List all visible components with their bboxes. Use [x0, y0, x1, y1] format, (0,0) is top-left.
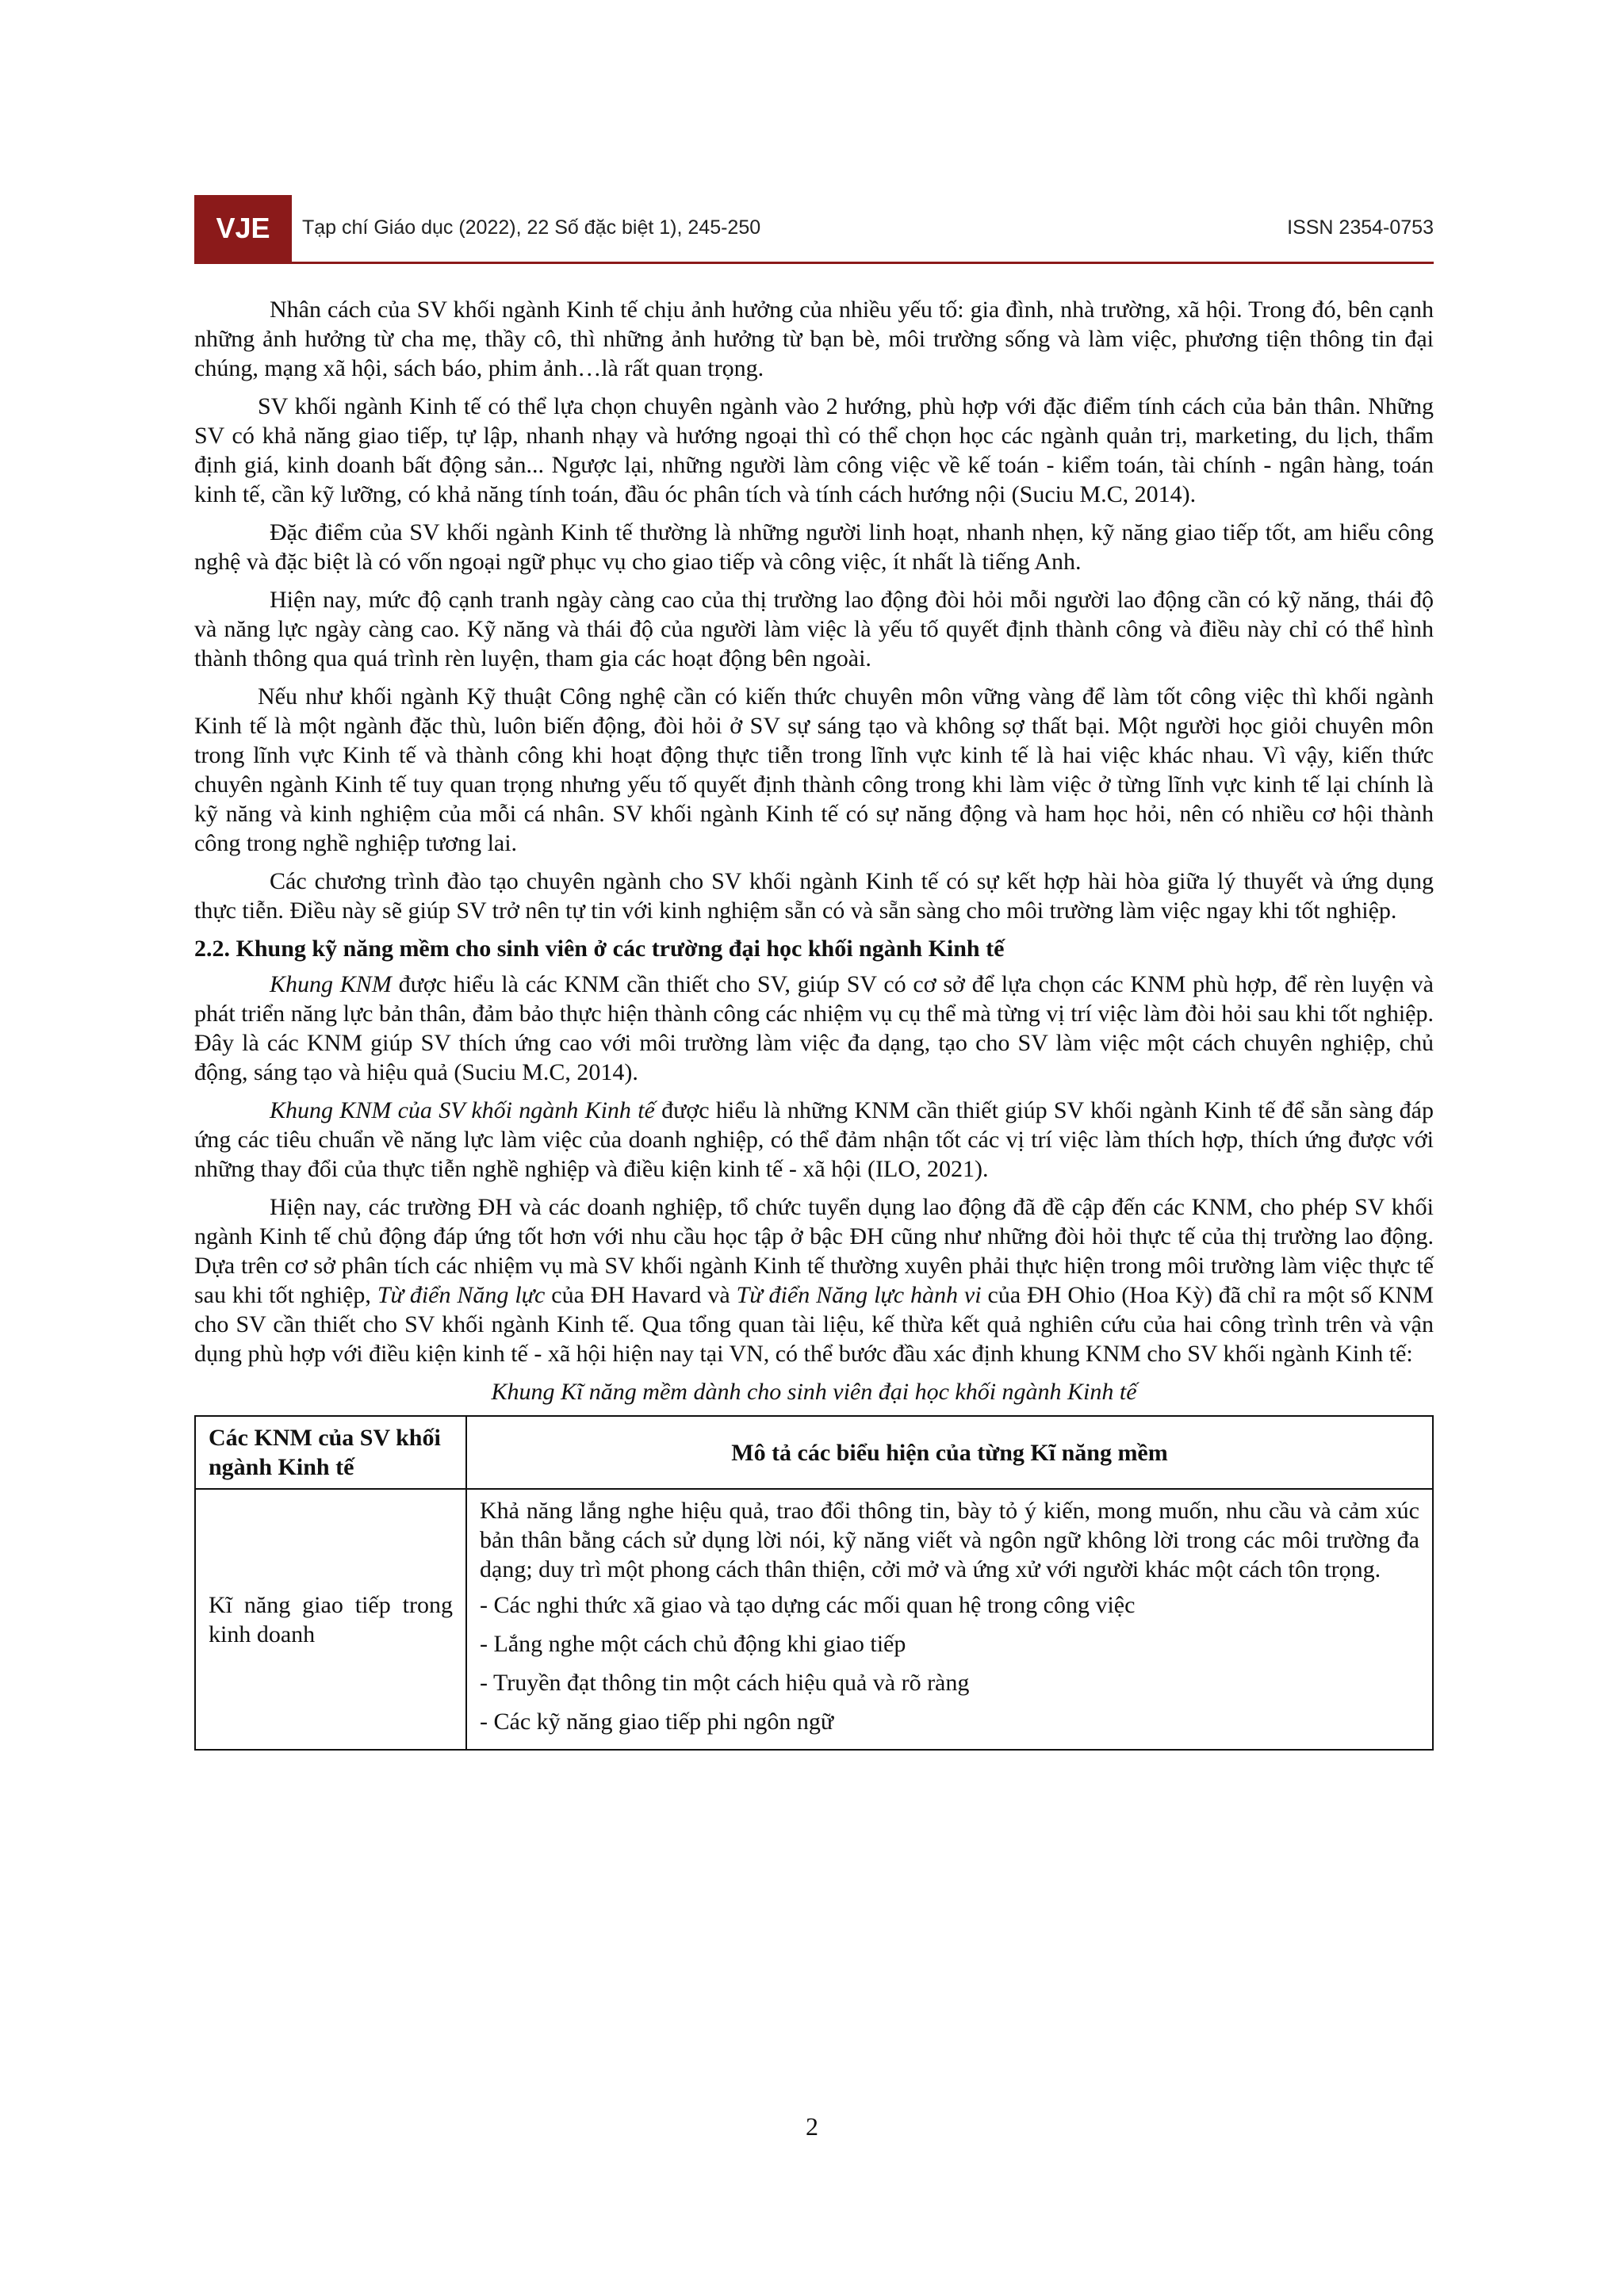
- table-row: [195, 1489, 1433, 1750]
- italic-term: Khung KNM của SV khối ngành Kinh tế: [270, 1097, 655, 1123]
- paragraph-text: của ĐH Ohio (Hoa Kỳ) đã chỉ ra một số KNM cho SV cần thiết cho SV khối ngành Kinh tế. Qua tổng quan tài liệu, kế thừa kết quả nghiên cứu của hai công trình trên và vận dụng phù hợp với điều kiện kinh tế - xã hội hiện nay tại VN, có thể bước đầu xác định khung KNM cho SV khối ngành Kinh tế:: [194, 1282, 1434, 1367]
- table-header-description: Mô tả các biểu hiện của từng Kĩ năng mềm: [466, 1416, 1433, 1489]
- article-body: [194, 295, 1434, 1751]
- list-item: - Các nghi thức xã giao và tạo dựng các mối quan hệ trong công việc: [480, 1592, 1136, 1618]
- journal-logo: VJE: [194, 195, 292, 262]
- paragraph: Đặc điểm của SV khối ngành Kinh tế thường là những người linh hoạt, nhanh nhẹn, kỹ năng giao tiếp tốt, am hiểu công nghệ và đặc biệt là có vốn ngoại ngữ phục vụ cho giao tiếp và công việc, ít nhất là tiếng Anh.: [194, 519, 1434, 575]
- journal-citation: Tạp chí Giáo dục (2022), 22 Số đặc biệt 1), 245-250: [302, 216, 761, 239]
- italic-term: Từ điển Năng lực: [377, 1282, 546, 1308]
- paragraph-text: của ĐH Havard và: [545, 1282, 737, 1308]
- paragraph-text: Hiện nay, các trường ĐH và các doanh nghiệp, tổ chức tuyển dụng lao động đã đề cập đến các KNM, cho phép SV khối ngành Kinh tế chủ động đáp ứng tốt hơn với nhu cầu học tập ở bậc ĐH cũng như những đòi hỏi thực tế của thị trường lao động. Dựa trên cơ sở phân tích các nhiệm vụ mà SV khối ngành Kinh tế thường xuyên phải thực hiện trong môi trường làm việc thực tế sau khi tốt nghiệp,: [194, 1194, 1434, 1308]
- paragraph: SV khối ngành Kinh tế có thể lựa chọn chuyên ngành vào 2 hướng, phù hợp với đặc điểm tính cách của bản thân. Những SV có khả năng giao tiếp, tự lập, nhanh nhạy và hướng ngoại thì có thể chọn học các ngành quản trị, marketing, du lịch, thẩm định giá, kinh doanh bất động sản... Ngược lại, những người làm công việc về kế toán - kiểm toán, tài chính - ngân hàng, toán kinh tế, cần kỹ lưỡng, có khả năng tính toán, đầu óc phân tích và tính cách hướng nội (Suciu M.C, 2014).: [194, 393, 1434, 507]
- paragraph: Hiện nay, mức độ cạnh tranh ngày càng cao của thị trường lao động đòi hỏi mỗi người lao động cần có kỹ năng, thái độ và năng lực ngày càng cao. Kỹ năng và thái độ của người làm việc là yếu tố quyết định thành công và điều này chỉ có thể hình thành thông qua quá trình rèn luyện, tham gia các hoạt động bên ngoài.: [194, 587, 1434, 672]
- paragraph: [194, 1096, 1434, 1184]
- list-item: - Các kỹ năng giao tiếp phi ngôn ngữ: [480, 1709, 834, 1735]
- journal-header: [194, 195, 1434, 264]
- table-header-row: [195, 1416, 1433, 1489]
- issn-label: ISSN 2354-0753: [1287, 216, 1434, 239]
- list-item: - Truyền đạt thông tin một cách hiệu quả và rõ ràng: [480, 1670, 970, 1696]
- page-number: 2: [806, 2112, 818, 2141]
- paragraph-text: được hiểu là các KNM cần thiết cho SV, giúp SV có cơ sở để lựa chọn các KNM phù hợp, để rèn luyện và phát triển năng lực bản thân, đảm bảo thực hiện thành công các nhiệm vụ cụ thể mà từng vị trí việc làm đòi hỏi sau khi tốt nghiệp. Đây là các KNM giúp SV thích ứng cao với môi trường làm việc đa dạng, tạo cho SV làm việc một cách chuyên nghiệp, chủ động, sáng tạo và hiệu quả (Suciu M.C, 2014).: [194, 971, 1434, 1085]
- paragraph: Nếu như khối ngành Kỹ thuật Công nghệ cần có kiến thức chuyên môn vững vàng để làm tốt công việc thì khối ngành Kinh tế là một ngành đặc thù, luôn biến động, đòi hỏi ở SV sự sáng tạo và không sợ thất bại. Một người học giỏi chuyên môn trong lĩnh vực Kinh tế và thành công khi hoạt động thực tiễn trong lĩnh vực kinh tế là hai việc khác nhau. Vì vậy, kiến thức chuyên ngành Kinh tế tuy quan trọng nhưng yếu tố quyết định thành công trong khi làm việc ở từng lĩnh vực kinh tế lại chính là kỹ năng và kinh nghiệm của mỗi cá nhân. SV khối ngành Kinh tế có sự năng động và ham học hỏi, nên có nhiều cơ hội thành công trong nghề nghiệp tương lai.: [194, 683, 1434, 856]
- list-item: - Lắng nghe một cách chủ động khi giao tiếp: [480, 1631, 906, 1657]
- description-cell: [466, 1489, 1433, 1750]
- table-caption: Khung Kĩ năng mềm dành cho sinh viên đại học khối ngành Kinh tế: [491, 1379, 1137, 1405]
- paragraph: Nhân cách của SV khối ngành Kinh tế chịu ảnh hưởng của nhiều yếu tố: gia đình, nhà trường, xã hội. Trong đó, bên cạnh những ảnh hưởng từ cha mẹ, thầy cô, thì những ảnh hưởng từ bạn bè, môi trường sống và làm việc, phương tiện thông tin đại chúng, mạng xã hội, sách báo, phim ảnh…là rất quan trọng.: [194, 297, 1434, 381]
- paragraph-text: được hiểu là những KNM cần thiết giúp SV khối ngành Kinh tế để sẵn sàng đáp ứng các tiêu chuẩn về năng lực làm việc của doanh nghiệp, có thể đảm nhận tốt các vị trí việc làm thích hợp, thích ứng được với những thay đổi của thực tiễn nghề nghiệp và điều kiện kinh tế - xã hội (ILO, 2021).: [194, 1097, 1434, 1182]
- soft-skills-table: [194, 1415, 1434, 1751]
- italic-term: Khung KNM: [270, 971, 392, 997]
- skill-description: Khả năng lắng nghe hiệu quả, trao đổi thông tin, bày tỏ ý kiến, mong muốn, nhu cầu và cảm xúc bản thân bằng cách sử dụng lời nói, kỹ năng viết và ngôn ngữ không lời trong các môi trường đa dạng; duy trì một phong cách thân thiện, cởi mở và ứng xử với người khác một cách tôn trọng.: [480, 1498, 1419, 1582]
- paragraph: Các chương trình đào tạo chuyên ngành cho SV khối ngành Kinh tế có sự kết hợp hài hòa giữa lý thuyết và ứng dụng thực tiễn. Điều này sẽ giúp SV trở nên tự tin với kinh nghiệm sẵn có và sẵn sàng cho môi trường làm việc ngay khi tốt nghiệp.: [194, 868, 1434, 924]
- paragraph: [194, 1192, 1434, 1368]
- italic-term: Từ điển Năng lực hành vi: [736, 1282, 982, 1308]
- table-header-skill: Các KNM của SV khối ngành Kinh tế: [195, 1416, 466, 1489]
- paragraph: [194, 970, 1434, 1087]
- skill-cell: Kĩ năng giao tiếp trong kinh doanh: [195, 1489, 466, 1750]
- section-heading: 2.2. Khung kỹ năng mềm cho sinh viên ở các trường đại học khối ngành Kinh tế: [194, 936, 1005, 962]
